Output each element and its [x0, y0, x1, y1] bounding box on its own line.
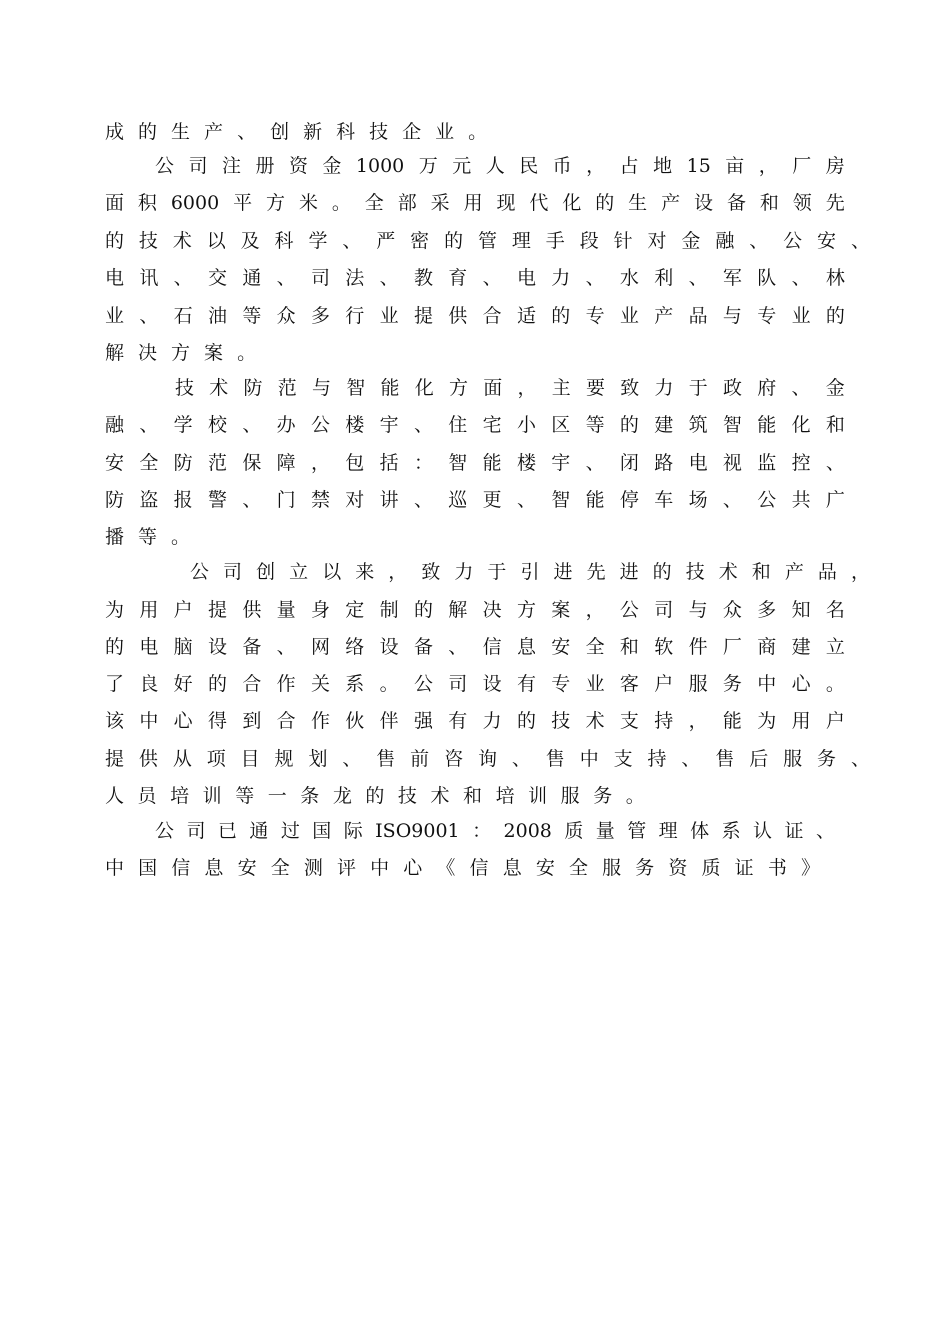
- text-line-10: 安 全 防 范 保 障 ， 包 括 ： 智 能 楼 宇 、 闭 路 电 视 监 控 、: [105, 452, 845, 474]
- text-line-1: 成 的 生 产 、 创 新 科 技 企 业 。: [105, 121, 488, 143]
- text-line-14: 为 用 户 提 供 量 身 定 制 的 解 决 方 案 ， 公 司 与 众 多 知 名: [105, 599, 845, 621]
- text-line-7: 解 决 方 案 。: [105, 342, 257, 364]
- text-line-17: 该 中 心 得 到 合 作 伙 伴 强 有 力 的 技 术 支 持 ， 能 为 用 户: [105, 710, 845, 732]
- text-line-16: 了 良 好 的 合 作 关 系 。 公 司 设 有 专 业 客 户 服 务 中 心 。: [105, 673, 845, 695]
- text-line-9: 融 、 学 校 、 办 公 楼 宇 、 住 宅 小 区 等 的 建 筑 智 能 化 和: [105, 414, 845, 436]
- text-line-19: 人 员 培 训 等 一 条 龙 的 技 术 和 培 训 服 务 。: [105, 785, 645, 807]
- text-line-6: 业 、 石 油 等 众 多 行 业 提 供 合 适 的 专 业 产 品 与 专 业 的: [105, 305, 845, 327]
- text-line-2: 公 司 注 册 资 金 1000 万 元 人 民 币 ， 占 地 15 亩 ， 厂 房: [155, 155, 845, 177]
- text-line-5: 电 讯 、 交 通 、 司 法 、 教 育 、 电 力 、 水 利 、 军 队 、 林: [105, 267, 845, 289]
- text-line-21: 中 国 信 息 安 全 测 评 中 心 《 信 息 安 全 服 务 资 质 证 书 》: [105, 857, 820, 879]
- text-line-13: 公 司 创 立 以 来 ， 致 力 于 引 进 先 进 的 技 术 和 产 品 ，: [190, 561, 870, 583]
- text-line-15: 的 电 脑 设 备 、 网 络 设 备 、 信 息 安 全 和 软 件 厂 商 建 立: [105, 636, 845, 658]
- text-line-12: 播 等 。: [105, 526, 191, 548]
- text-line-18: 提 供 从 项 目 规 划 、 售 前 咨 询 、 售 中 支 持 、 售 后 服 务 、: [105, 748, 870, 770]
- text-line-11: 防 盗 报 警 、 门 禁 对 讲 、 巡 更 、 智 能 停 车 场 、 公 共 广: [105, 489, 845, 511]
- text-line-8: 技 术 防 范 与 智 能 化 方 面 ， 主 要 致 力 于 政 府 、 金: [175, 377, 845, 399]
- text-line-3: 面 积 6000 平 方 米 。 全 部 采 用 现 代 化 的 生 产 设 备 和 领 先: [105, 192, 845, 214]
- text-line-4: 的 技 术 以 及 科 学 、 严 密 的 管 理 手 段 针 对 金 融 、 公 安 、: [105, 230, 870, 252]
- text-line-20: 公 司 已 通 过 国 际 ISO9001 ： 2008 质 量 管 理 体 系 认 证 、: [155, 820, 835, 842]
